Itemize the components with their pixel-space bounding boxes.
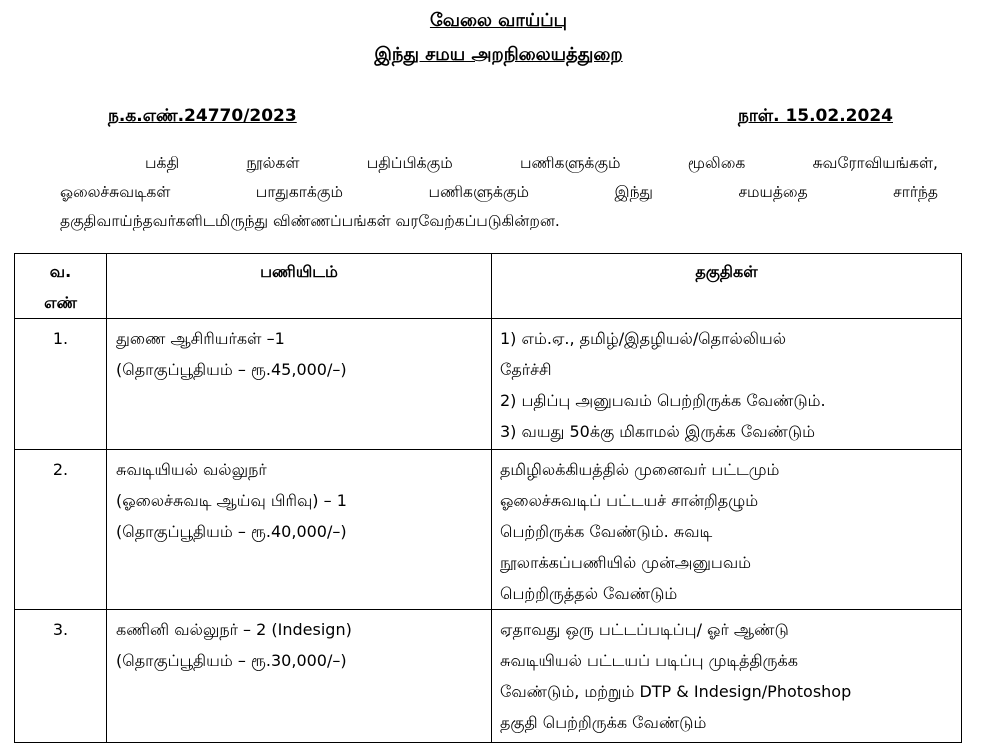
post-cell bbox=[107, 610, 492, 743]
post-line: சுவடியியல் வல்லுநர் bbox=[116, 460, 267, 479]
post-line: (தொகுப்பூதியம் – ரூ.45,000/–) bbox=[116, 360, 347, 379]
intro-line-3: தகுதிவாய்ந்தவர்களிடமிருந்து விண்ணப்பங்கள் வரவேற்கப்படுகின்றன. bbox=[60, 212, 560, 230]
qualification-cell bbox=[492, 610, 962, 743]
qualification-header: தகுதிகள் bbox=[492, 254, 962, 319]
intro-word: இந்து bbox=[614, 183, 653, 201]
intro-word: பாதுகாக்கும் bbox=[255, 183, 343, 201]
department-title: இந்து சமய அறநிலையத்துறை bbox=[374, 44, 623, 65]
qualification-cell bbox=[492, 450, 962, 610]
qualification-line: 2) பதிப்பு அனுபவம் பெற்றிருக்க வேண்டும். bbox=[500, 391, 826, 410]
intro-line-1 bbox=[60, 149, 938, 178]
intro-word: மூலிகை bbox=[687, 154, 746, 172]
intro-word: பணிகளுக்கும் bbox=[519, 154, 621, 172]
intro-word: பணிகளுக்கும் bbox=[428, 183, 530, 201]
serial-header bbox=[15, 254, 107, 319]
post-cell bbox=[107, 319, 492, 450]
notice-date: நாள். 15.02.2024 bbox=[737, 106, 893, 126]
qualification-line: ஏதாவது ஒரு பட்டப்படிப்பு/ ஓர் ஆண்டு bbox=[500, 620, 789, 639]
table-row bbox=[15, 319, 962, 450]
serial-header-line: எண் bbox=[44, 293, 77, 312]
qualification-line: பெற்றிருக்க வேண்டும். சுவடி bbox=[500, 522, 713, 541]
intro-word: பக்தி bbox=[145, 154, 180, 172]
qualification-line: நூலாக்கப்பணியில் முன்அனுபவம் bbox=[500, 553, 752, 572]
qualification-line: 1) எம்.ஏ., தமிழ்/இதழியல்/தொல்லியல் bbox=[500, 329, 787, 348]
post-header: பணியிடம் bbox=[107, 254, 492, 319]
qualification-line: சுவடியியல் பட்டயப் படிப்பு முடித்திருக்க bbox=[500, 651, 798, 670]
post-line: துணை ஆசிரியர்கள் –1 bbox=[116, 329, 285, 348]
intro-word: பதிப்பிக்கும் bbox=[366, 154, 453, 172]
serial-cell: 1. bbox=[15, 319, 107, 450]
post-line: (தொகுப்பூதியம் – ரூ.30,000/–) bbox=[116, 651, 347, 670]
qualification-line: பெற்றிருத்தல் வேண்டும் bbox=[500, 584, 678, 603]
serial-header-line: வ. bbox=[49, 262, 72, 281]
vacancy-table bbox=[14, 253, 962, 743]
intro-word: நூல்கள் bbox=[246, 154, 300, 172]
serial-cell: 2. bbox=[15, 450, 107, 610]
table-row bbox=[15, 450, 962, 610]
intro-word: சுவரோவியங்கள், bbox=[812, 154, 938, 172]
qualification-line: ஓலைச்சுவடிப் பட்டயச் சான்றிதழும் bbox=[500, 491, 759, 510]
intro-word: ஓலைச்சுவடிகள் bbox=[60, 183, 171, 201]
qualification-line: 3) வயது 50க்கு மிகாமல் இருக்க வேண்டும் bbox=[500, 422, 816, 441]
post-cell bbox=[107, 450, 492, 610]
reference-number: ந.க.எண்.24770/2023 bbox=[108, 106, 297, 126]
qualification-line: தகுதி பெற்றிருக்க வேண்டும் bbox=[500, 713, 707, 732]
post-line: (ஓலைச்சுவடி ஆய்வு பிரிவு) – 1 bbox=[116, 491, 347, 510]
intro-word: சமயத்தை bbox=[738, 183, 808, 201]
table-row bbox=[15, 610, 962, 743]
post-line: (தொகுப்பூதியம் – ரூ.40,000/–) bbox=[116, 522, 347, 541]
post-line: கணினி வல்லுநர் – 2 (Indesign) bbox=[116, 620, 352, 639]
qualification-line: வேண்டும், மற்றும் DTP & Indesign/Photoshop bbox=[500, 682, 852, 701]
serial-cell: 3. bbox=[15, 610, 107, 743]
page-title: வேலை வாய்ப்பு bbox=[429, 10, 568, 31]
qualification-line: தேர்ச்சி bbox=[500, 360, 552, 379]
intro-line-2 bbox=[60, 178, 938, 207]
intro-paragraph bbox=[60, 149, 938, 236]
qualification-line: தமிழிலக்கியத்தில் முனைவர் பட்டமும் bbox=[500, 460, 780, 479]
table-header-row bbox=[15, 254, 962, 319]
intro-word: சார்ந்த bbox=[893, 183, 938, 201]
qualification-cell bbox=[492, 319, 962, 450]
